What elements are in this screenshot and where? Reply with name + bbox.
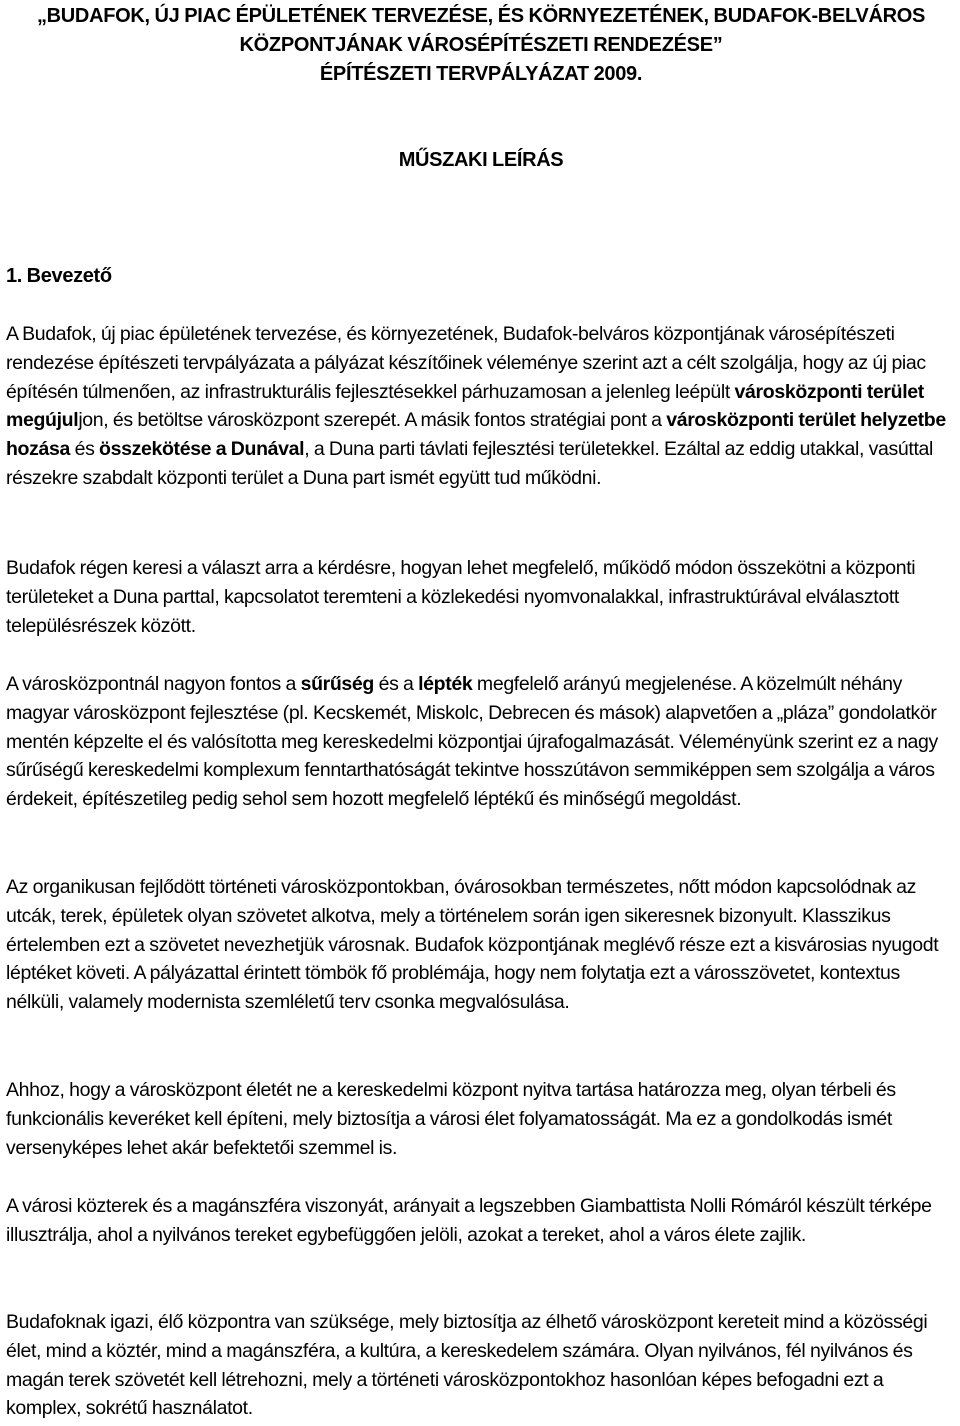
bold-text: sűrűség bbox=[300, 673, 374, 695]
paragraph-text: jon, és betöltse városközpont szerepét. A másik fontos stratégiai pont a bbox=[78, 409, 667, 432]
document-subtitle: MŰSZAKI LEÍRÁS bbox=[398, 149, 564, 171]
paragraph-7: Budafoknak igazi, élő központra van szüksége, mely biztosítja az élhető városközpont kereteit mind a közösségi élet, mind a köztér, mind a magánszféra, a kultúra, a kereskedelem számára. Olyan nyilvános, fél nyilvános és magán terek szövetét kell létrehozni, mely a történeti városközpontokhoz hasonlóan képes befogadni ezt a komplex, sokrétű használatot. bbox=[6, 1311, 928, 1420]
paragraph-4: Az organikusan fejlődött történeti városközpontokban, óvárosokban természetes, nőtt módon kapcsolódnak az utcák, terek, épületek olyan szövetet alkotva, mely a történelem során igen sikeresnek bizonyult. Klasszikus értelemben ezt a szövetet nevezhetjük városnak. Budafok központjának meglévő része ezt a kisvárosias nyugodt léptéket követi. A pályázattal érintett tömbök fő problémája, hogy nem folytatja ezt a városszövetet, kontextus nélküli, valamely modernista szemléletű terv csonka megvalósulása. bbox=[6, 876, 939, 1014]
section-title: 1. Bevezető bbox=[6, 265, 112, 287]
title-line-1: „BUDAFOK, ÚJ PIAC ÉPÜLETÉNEK TERVEZÉSE, ÉS KÖRNYEZETÉNEK, BUDAFOK-BELVÁROS bbox=[36, 5, 926, 27]
bold-text: városközponti terület megújul bbox=[6, 380, 924, 432]
paragraph-6: A városi közterek és a magánszféra viszonyát, arányait a legszebben Giambattista Nolli Rómáról készült térképe illusztrálja, ahol a nyilvános tereket egybefüggően jelöli, azokat a tereket, ahol a város élete zajlik. bbox=[6, 1195, 932, 1246]
paragraph-text: megfelelő arányú megjelenése. A közelmúlt néhány magyar városközpont fejlesztése (pl. Kecskemét, Miskolc, Debrecen és mások) alapvetően a „pláza” gondolatkör mentén képzelte el és valósította meg kereskedelmi központjai újrafogalmazását. Véleményünk szerint ez a nagy sűrűségű kereskedelmi komplexum fenntarthatóságát tekintve hosszútávon semmiképpen sem szolgálja a város érdekeit, építészetileg pedig sehol sem hozott megfelelő léptékű és minőségű megoldást. bbox=[6, 673, 938, 811]
paragraph-text: és bbox=[70, 438, 100, 461]
paragraph-text: , a Duna parti távlati fejlesztési területekkel. Ezáltal az eddig utakkal, vasúttal részekre szabdalt központi terület a Duna part ismét együtt tud működni. bbox=[6, 438, 934, 489]
title-line-3: ÉPÍTÉSZETI TERVPÁLYÁZAT 2009. bbox=[319, 62, 643, 85]
paragraph-text: A városközpontnál nagyon fontos a bbox=[6, 673, 301, 695]
bold-text: összekötése a Dunával bbox=[99, 438, 305, 461]
bold-text: városközponti terület helyzetbe hozása bbox=[6, 409, 946, 461]
title-line-2: KÖZPONTJÁNAK VÁROSÉPÍTÉSZETI RENDEZÉSE” bbox=[239, 33, 723, 56]
document-heading bbox=[6, 2, 956, 88]
bold-text: lépték bbox=[418, 673, 473, 695]
paragraph-5: Ahhoz, hogy a városközpont életét ne a kereskedelmi központ nyitva tartása határozza meg, olyan térbeli és funkcionális keveréket kell építeni, mely biztosítja a városi élet folyamatosságát. Ma ez a gondolkodás ismét versenyképes lehet akár befektetői szemmel is. bbox=[6, 1079, 896, 1159]
paragraph-text: A Budafok, új piac épületének tervezése, és környezetének, Budafok-belváros központjának városépítészeti rendezése építészeti tervpályázata a pályázat készítőinek véleménye szerint azt a célt szolgálja, hogy az új piac építésén túlmenően, az infrastrukturális fejlesztésekkel párhuzamosan a jelenleg leépült bbox=[6, 323, 926, 403]
paragraph-3 bbox=[6, 670, 956, 814]
paragraph-text: és a bbox=[374, 673, 419, 695]
paragraph-intro bbox=[6, 320, 956, 493]
paragraph-2: Budafok régen keresi a választ arra a kérdésre, hogyan lehet megfelelő, működő módon összekötni a központi területeket a Duna parttal, kapcsolatot teremteni a közlekedési nyomvonalakkal, infrastruktúrával elválasztott településrészek között. bbox=[6, 557, 916, 637]
